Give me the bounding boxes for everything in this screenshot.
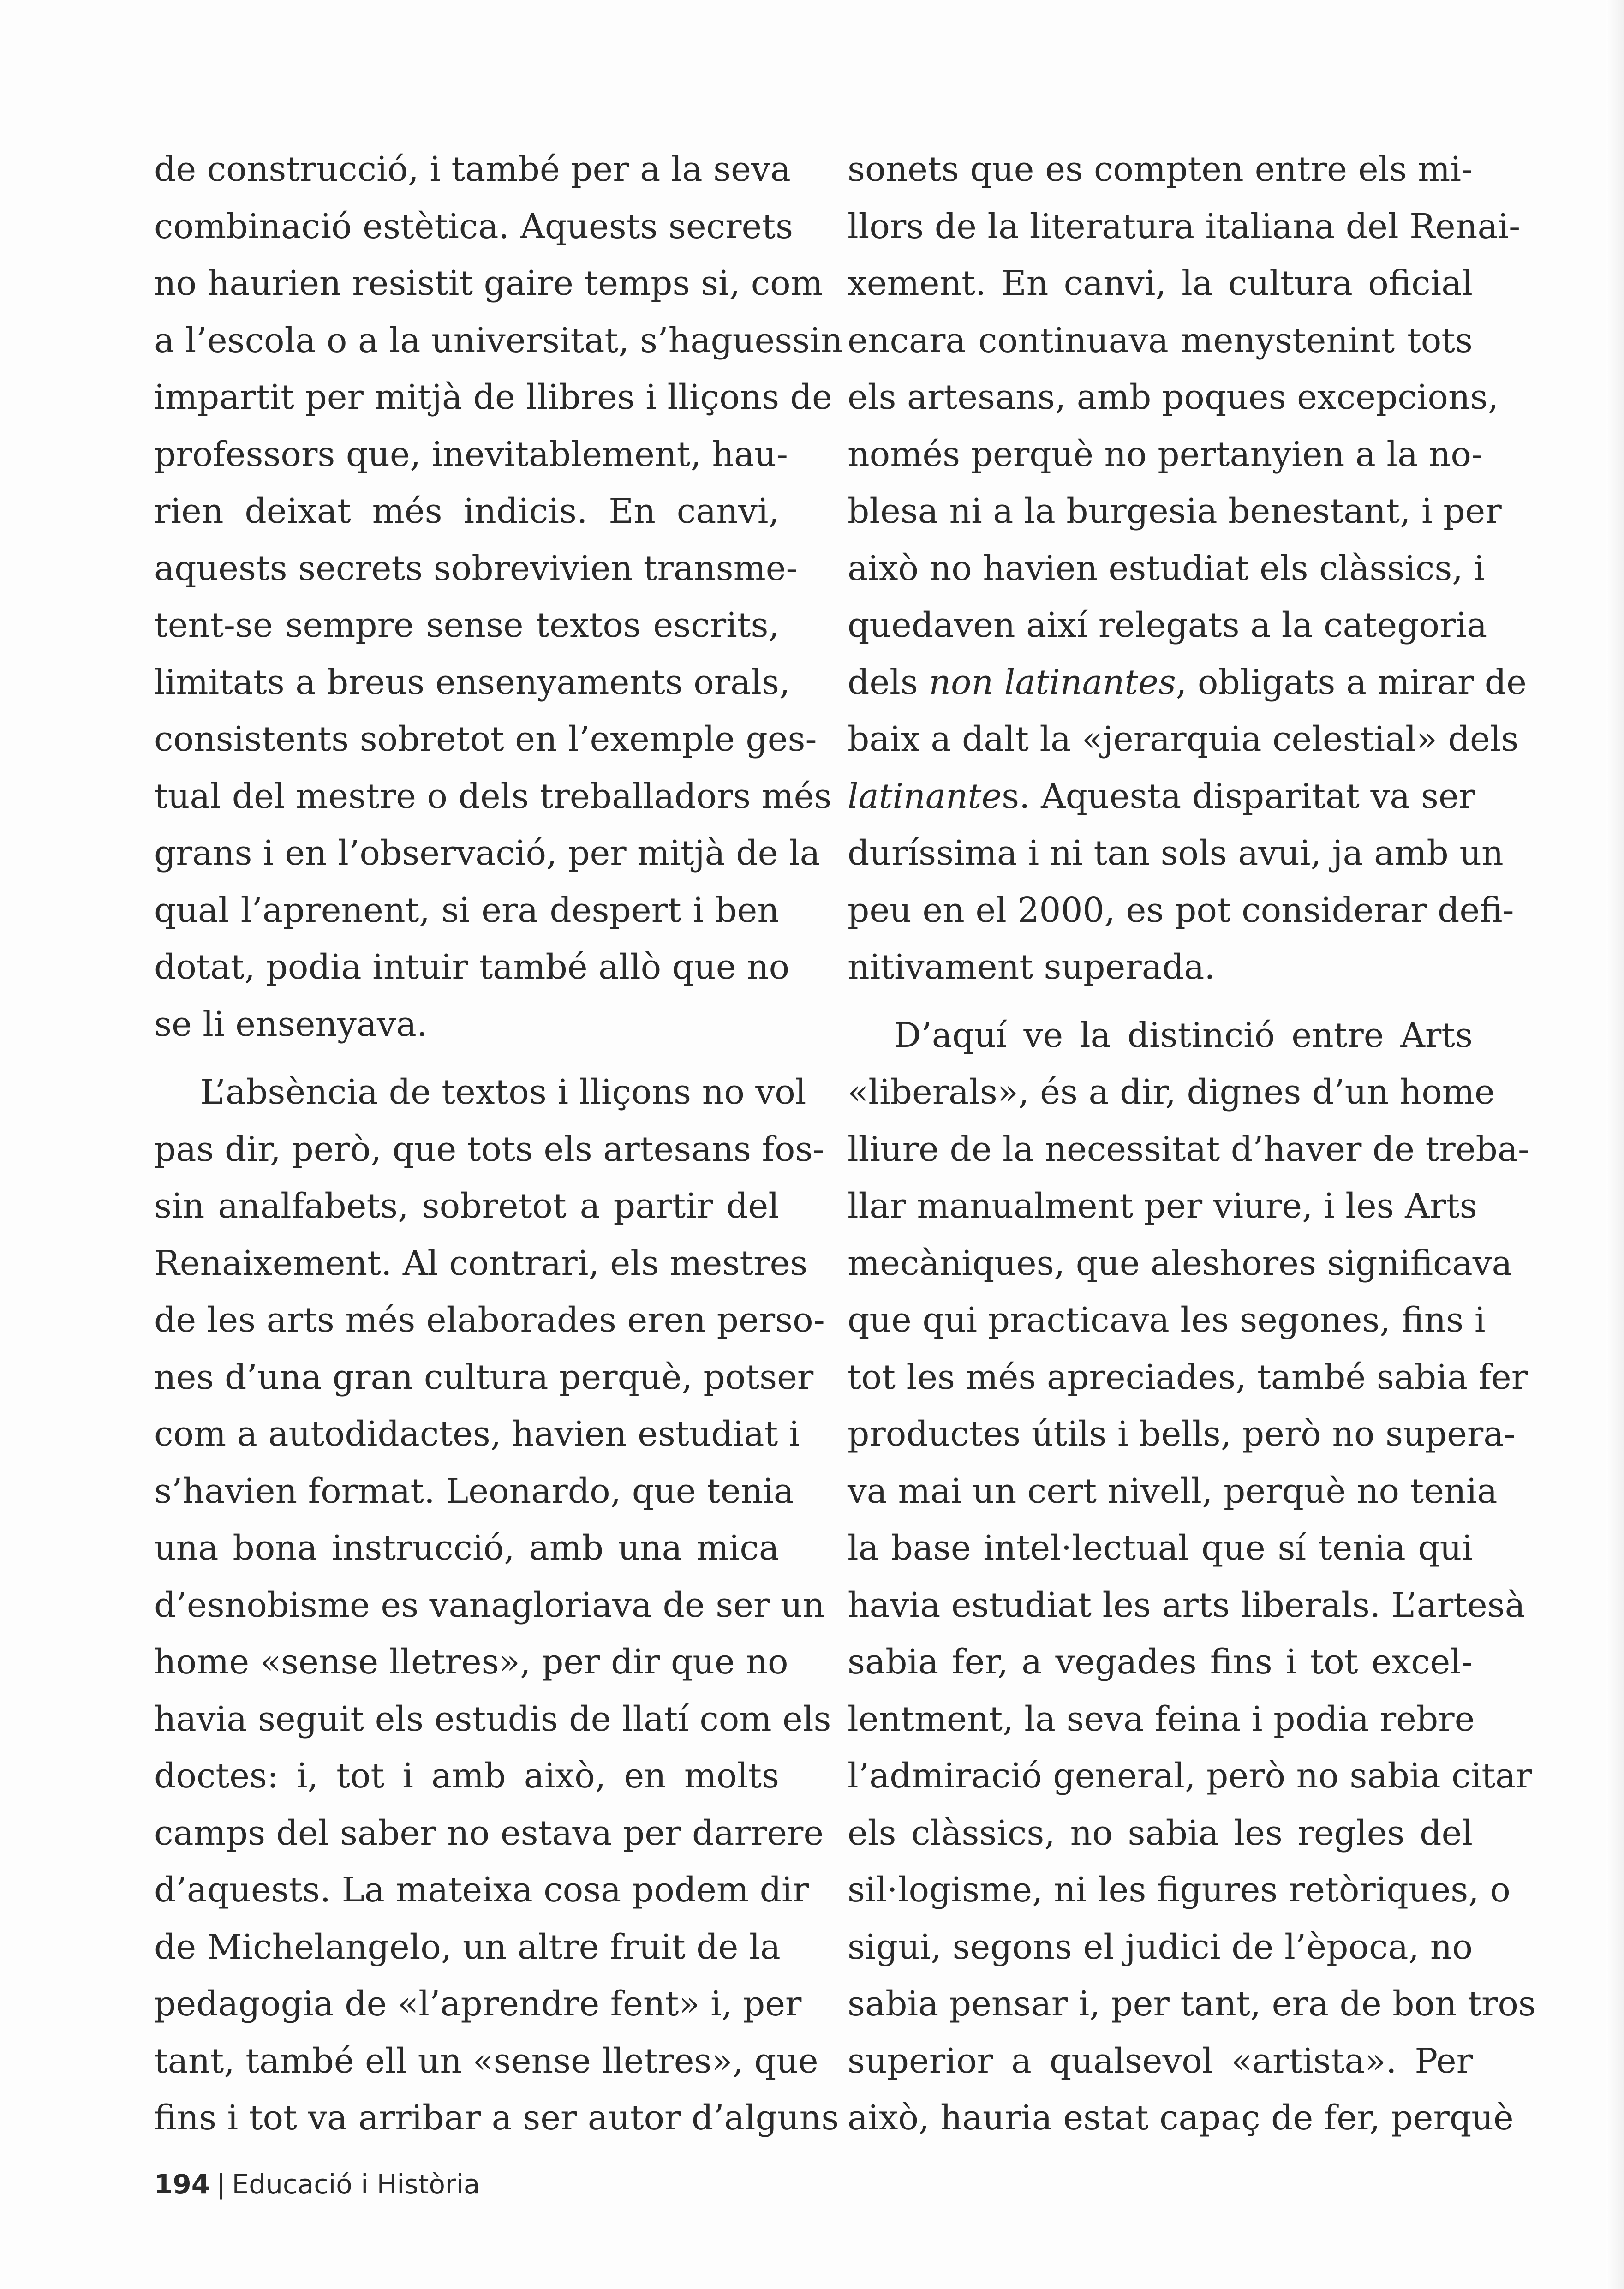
text-line xyxy=(154,1919,779,1976)
text-line xyxy=(848,1292,1486,1349)
text-segment: sil·logisme, ni les figures retòriques, o xyxy=(848,1870,1511,1910)
text-segment: nes d’una gran cultura perquè, potser xyxy=(154,1357,814,1397)
text-segment: professors que, inevitablement, hau- xyxy=(154,434,788,474)
text-line xyxy=(848,540,1485,598)
text-line xyxy=(848,198,1521,256)
text-line xyxy=(154,369,832,426)
text-segment: impartit per mitjà de llibres i lliçons de xyxy=(154,377,832,417)
text-segment: sin analfabets, sobretot a partir del xyxy=(154,1186,779,1226)
text-segment: d’esnobisme es vanagloriava de ser un xyxy=(154,1585,825,1625)
text-segment: la base intel·lectual que sí tenia qui xyxy=(848,1528,1473,1568)
text-line xyxy=(154,1748,779,1805)
text-segment: L’absència de textos i lliçons no vol xyxy=(200,1072,806,1112)
text-segment: a l’escola o a la universitat, s’haguessin xyxy=(154,320,843,360)
running-title: Educació i Història xyxy=(232,2169,480,2200)
text-segment: lentment, la seva feina i podia rebre xyxy=(848,1699,1475,1739)
text-segment: va mai un cert nivell, perquè no tenia xyxy=(848,1471,1498,1511)
text-line xyxy=(848,1121,1530,1178)
text-segment: blesa ni a la burgesia benestant, i per xyxy=(848,491,1502,531)
text-line xyxy=(848,711,1519,768)
text-segment: sonets que es compten entre els mi- xyxy=(848,149,1473,189)
text-line xyxy=(848,312,1473,370)
text-segment: productes útils i bells, però no supera- xyxy=(848,1414,1516,1454)
text-segment: pas dir, però, que tots els artesans fos- xyxy=(154,1129,824,1169)
text-line xyxy=(848,1520,1473,1577)
text-line xyxy=(848,1634,1473,1691)
text-line xyxy=(848,1349,1528,1406)
text-line xyxy=(154,996,779,1053)
text-segment: d’aquests. La mateixa cosa podem dir xyxy=(154,1870,809,1910)
text-segment: , obligats a mirar de xyxy=(1176,662,1527,702)
text-segment: només perquè no pertanyien a la no- xyxy=(848,434,1483,474)
right-text-column xyxy=(848,141,1536,2147)
text-segment: doctes: i, tot i amb això, en molts xyxy=(154,1756,779,1796)
text-segment: se li ensenyava. xyxy=(154,1004,428,1044)
text-line xyxy=(154,426,788,484)
text-line xyxy=(848,1976,1536,2033)
text-line xyxy=(154,654,790,711)
text-line xyxy=(848,939,1473,996)
text-line xyxy=(154,1178,779,1235)
text-line xyxy=(848,1577,1525,1634)
text-line xyxy=(154,540,798,598)
text-line xyxy=(154,1577,825,1634)
text-segment: peu en el 2000, es pot considerar defi- xyxy=(848,890,1514,930)
text-segment: mecàniques, que aleshores significava xyxy=(848,1243,1512,1283)
text-line xyxy=(848,1805,1473,1862)
italic-text: latinante xyxy=(848,776,1002,816)
text-segment: dotat, podia intuir també allò que no xyxy=(154,947,790,987)
text-segment: l’admiració general, però no sabia citar xyxy=(848,1756,1532,1796)
text-segment: combinació estètica. Aquests secrets xyxy=(154,206,794,246)
text-segment: qual l’aprenent, si era despert i ben xyxy=(154,890,779,930)
text-line xyxy=(154,1691,831,1748)
text-line xyxy=(154,2033,818,2090)
text-segment: llar manualment per viure, i les Arts xyxy=(848,1186,1477,1226)
text-segment: dels xyxy=(848,662,929,702)
text-segment: s’havien format. Leonardo, que tenia xyxy=(154,1471,794,1511)
text-line xyxy=(154,1805,824,1862)
text-line xyxy=(154,882,779,939)
text-line xyxy=(848,1748,1532,1805)
text-line xyxy=(154,1463,794,1520)
text-line xyxy=(154,768,832,825)
text-line xyxy=(154,939,790,996)
page-footer xyxy=(154,2169,480,2200)
text-line xyxy=(154,1520,779,1577)
text-line xyxy=(848,768,1473,825)
text-line xyxy=(848,426,1483,484)
text-segment: lliure de la necessitat d’haver de treba- xyxy=(848,1129,1530,1169)
text-line xyxy=(154,1349,814,1406)
text-segment: Renaixement. Al contrari, els mestres xyxy=(154,1243,808,1283)
text-line xyxy=(154,312,843,370)
text-line xyxy=(848,882,1514,939)
page-edge-shadow xyxy=(1606,0,1624,2289)
text-segment: els clàssics, no sabia les regles del xyxy=(848,1813,1473,1853)
text-segment: no haurien resistit gaire temps si, com xyxy=(154,263,823,303)
text-segment: rien deixat més indicis. En canvi, xyxy=(154,491,779,531)
text-segment: com a autodidactes, havien estudiat i xyxy=(154,1414,800,1454)
text-line xyxy=(154,2090,839,2147)
text-line xyxy=(154,1976,802,2033)
text-line xyxy=(848,825,1504,882)
text-segment: limitats a breus ensenyaments orals, xyxy=(154,662,790,702)
text-segment: això, hauria estat capaç de fer, perquè xyxy=(848,2098,1514,2138)
text-line xyxy=(154,255,823,312)
footer-separator: | xyxy=(216,2169,226,2200)
italic-text: non latinantes xyxy=(929,662,1176,702)
text-line xyxy=(154,198,794,256)
text-line xyxy=(848,1463,1498,1520)
text-segment: duríssima i ni tan sols avui, ja amb un xyxy=(848,833,1504,873)
text-segment: tent-se sempre sense textos escrits, xyxy=(154,605,779,645)
text-segment: nitivament superada. xyxy=(848,947,1215,987)
text-segment: havia estudiat les arts liberals. L’artesà xyxy=(848,1585,1525,1625)
text-segment: xement. En canvi, la cultura oficial xyxy=(848,263,1473,303)
text-line xyxy=(848,1691,1473,1748)
text-line xyxy=(848,1406,1516,1463)
text-line xyxy=(154,141,791,198)
text-segment: fins i tot va arribar a ser autor d’alguns xyxy=(154,2098,839,2138)
text-segment: consistents sobretot en l’exemple ges- xyxy=(154,719,817,759)
text-line xyxy=(154,597,779,654)
text-line xyxy=(154,825,820,882)
text-line xyxy=(848,2090,1514,2147)
text-segment: s. Aquesta disparitat va ser xyxy=(1002,776,1475,816)
page-number: 194 xyxy=(154,2169,210,2200)
text-line xyxy=(848,1862,1511,1919)
text-segment: quedaven així relegats a la categoria xyxy=(848,605,1487,645)
text-segment: els artesans, amb poques excepcions, xyxy=(848,377,1499,417)
text-line xyxy=(154,711,817,768)
text-segment: tot les més apreciades, també sabia fer xyxy=(848,1357,1528,1397)
text-segment: aquests secrets sobrevivien transme- xyxy=(154,548,798,588)
text-line xyxy=(848,255,1473,312)
text-line xyxy=(154,1064,806,1121)
text-line xyxy=(848,141,1473,198)
text-line xyxy=(848,369,1499,426)
text-segment: tual del mestre o dels treballadors més xyxy=(154,776,832,816)
text-line xyxy=(154,483,779,540)
text-segment: això no havien estudiat els clàssics, i xyxy=(848,548,1485,588)
text-line xyxy=(154,1634,788,1691)
text-line xyxy=(848,597,1487,654)
text-line xyxy=(848,483,1502,540)
text-line xyxy=(848,1007,1473,1064)
text-segment: pedagogia de «l’aprendre fent» i, per xyxy=(154,1984,802,2024)
text-segment: grans i en l’observació, per mitjà de la xyxy=(154,833,820,873)
text-segment: llors de la literatura italiana del Renai- xyxy=(848,206,1521,246)
text-segment: encara continuava menystenint tots xyxy=(848,320,1473,360)
text-segment: D’aquí ve la distinció entre Arts xyxy=(894,1015,1473,1055)
text-segment: sabia pensar i, per tant, era de bon tros xyxy=(848,1984,1536,2024)
text-line xyxy=(848,1235,1512,1292)
text-segment: una bona instrucció, amb una mica xyxy=(154,1528,779,1568)
text-segment: «liberals», és a dir, dignes d’un home xyxy=(848,1072,1495,1112)
text-segment: de les arts més elaborades eren perso- xyxy=(154,1300,825,1340)
text-segment: baix a dalt la «jerarquia celestial» dels xyxy=(848,719,1519,759)
text-segment: de Michelangelo, un altre fruit de la xyxy=(154,1927,781,1967)
text-segment: home «sense lletres», per dir que no xyxy=(154,1642,788,1682)
text-segment: sigui, segons el judici de l’època, no xyxy=(848,1927,1473,1967)
text-line xyxy=(154,1235,808,1292)
text-line xyxy=(154,1862,809,1919)
text-line xyxy=(848,654,1527,711)
text-segment: tant, també ell un «sense lletres», que xyxy=(154,2041,818,2081)
text-segment: sabia fer, a vegades fins i tot excel- xyxy=(848,1642,1473,1682)
text-segment: havia seguit els estudis de llatí com els xyxy=(154,1699,831,1739)
text-segment: superior a qualsevol «artista». Per xyxy=(848,2041,1473,2081)
text-line xyxy=(848,2033,1473,2090)
text-line xyxy=(154,1292,825,1349)
text-segment: de construcció, i també per a la seva xyxy=(154,149,791,189)
text-line xyxy=(848,1064,1495,1121)
text-segment: camps del saber no estava per darrere xyxy=(154,1813,824,1853)
text-segment: que qui practicava les segones, fins i xyxy=(848,1300,1486,1340)
text-line xyxy=(154,1121,824,1178)
left-text-column xyxy=(154,141,843,2147)
text-line xyxy=(154,1406,800,1463)
text-line xyxy=(848,1178,1477,1235)
text-line xyxy=(848,1919,1473,1976)
